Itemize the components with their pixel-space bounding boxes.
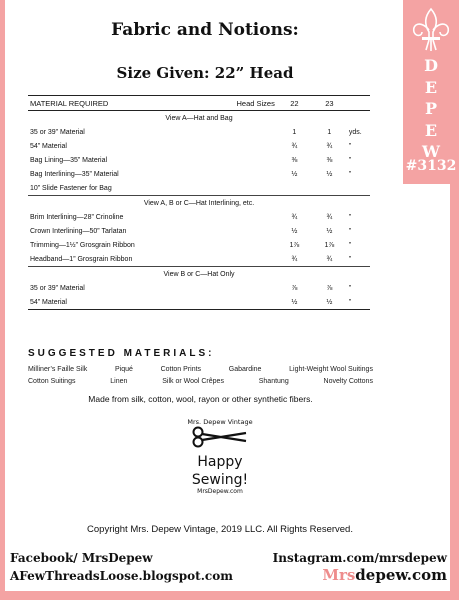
fleur-de-lis-icon xyxy=(409,6,453,54)
table-row: Headband—1” Grosgrain Ribbon ¾ ¾ ” xyxy=(30,255,352,263)
material-item: Piqué xyxy=(114,366,133,373)
sewing-text: Sewing! xyxy=(191,472,249,488)
happy-text: Happy xyxy=(197,454,243,470)
materials-row xyxy=(28,378,373,385)
site-logo-part: depew.com xyxy=(355,566,447,584)
instagram-link[interactable]: Instagram.com/mrsdepew xyxy=(272,551,447,565)
page-title: Fabric and Notions: xyxy=(111,20,299,40)
material-item: Light-Weight Wool Suitings xyxy=(289,366,373,373)
logo-brand-text: Mrs. Depew Vintage xyxy=(187,418,253,426)
table-row: Crown Interlining—50” Tarlatan ½ ½ ” xyxy=(30,227,352,235)
table-row: 54” Material ½ ½ ” xyxy=(28,295,370,310)
made-from-note: Made from silk, cotton, wool, rayon or other synthetic fibers. xyxy=(88,394,313,404)
pattern-number: #3132 xyxy=(405,158,457,174)
happy-sewing-logo xyxy=(170,418,270,508)
table-row: 35 or 39” Material 1 1 yds. xyxy=(30,128,362,136)
material-item: Milliner’s Faille Silk xyxy=(28,366,88,373)
material-item: Silk or Wool Crêpes xyxy=(162,378,224,385)
table-header xyxy=(28,96,370,111)
materials-row xyxy=(28,366,373,373)
scissors-icon xyxy=(190,426,250,448)
table-row: 10” Slide Fastener for Bag xyxy=(30,184,112,192)
table-row: Brim Interlining—28” Crinoline ¾ ¾ ” xyxy=(30,213,352,221)
size-given: Size Given: 22” Head xyxy=(116,64,294,82)
material-required-header: MATERIAL REQUIRED xyxy=(28,96,235,111)
head-sizes-header: Head Sizes xyxy=(235,96,277,111)
table-row: Bag Lining—35” Material ⅜ ⅜ ” xyxy=(30,156,352,164)
suggested-materials-heading: SUGGESTED MATERIALS: xyxy=(28,348,215,359)
blog-link[interactable]: AFewThreadsLoose.blogspot.com xyxy=(10,569,233,583)
table-row: Trimming—1½” Grosgrain Ribbon 1⅞ 1⅞ ” xyxy=(30,241,352,249)
table-row: Bag Interlining—35” Material ½ ½ ” xyxy=(30,170,352,178)
brand-letter: E xyxy=(424,77,438,97)
material-item: Cotton Prints xyxy=(160,366,202,373)
site-logo-part: Mrs xyxy=(322,566,356,584)
logo-site-text: MrsDepew.com xyxy=(197,488,243,495)
copyright: Copyright Mrs. Depew Vintage, 2019 LLC. All Rights Reserved. xyxy=(87,524,353,535)
section-heading: View A, B or C—Hat Interlining, etc. xyxy=(28,196,370,211)
material-item: Novelty Cottons xyxy=(323,378,373,385)
brand-letter: P xyxy=(424,99,438,118)
brand-sidebar xyxy=(403,0,459,184)
material-item: Shantung xyxy=(258,378,289,385)
material-item: Gabardine xyxy=(228,366,262,373)
size-22-header: 22 xyxy=(277,96,312,111)
table-row: 35 or 39” Material ⅞ ⅞ ” xyxy=(30,284,352,292)
brand-letter: W xyxy=(422,142,440,161)
brand-letter: D xyxy=(424,56,438,75)
table-row: 54” Material ¾ ¾ ” xyxy=(30,142,352,150)
brand-letter: E xyxy=(424,120,438,140)
site-logo-link[interactable] xyxy=(322,566,447,584)
material-item: Linen xyxy=(110,378,128,385)
material-table xyxy=(28,95,370,310)
section-heading: View A—Hat and Bag xyxy=(28,111,370,126)
material-item: Cotton Suitings xyxy=(28,378,76,385)
facebook-link[interactable]: Facebook/ MrsDepew xyxy=(10,551,153,565)
size-23-header: 23 xyxy=(312,96,347,111)
section-heading: View B or C—Hat Only xyxy=(28,267,370,282)
vertical-brand-letters xyxy=(403,55,459,163)
